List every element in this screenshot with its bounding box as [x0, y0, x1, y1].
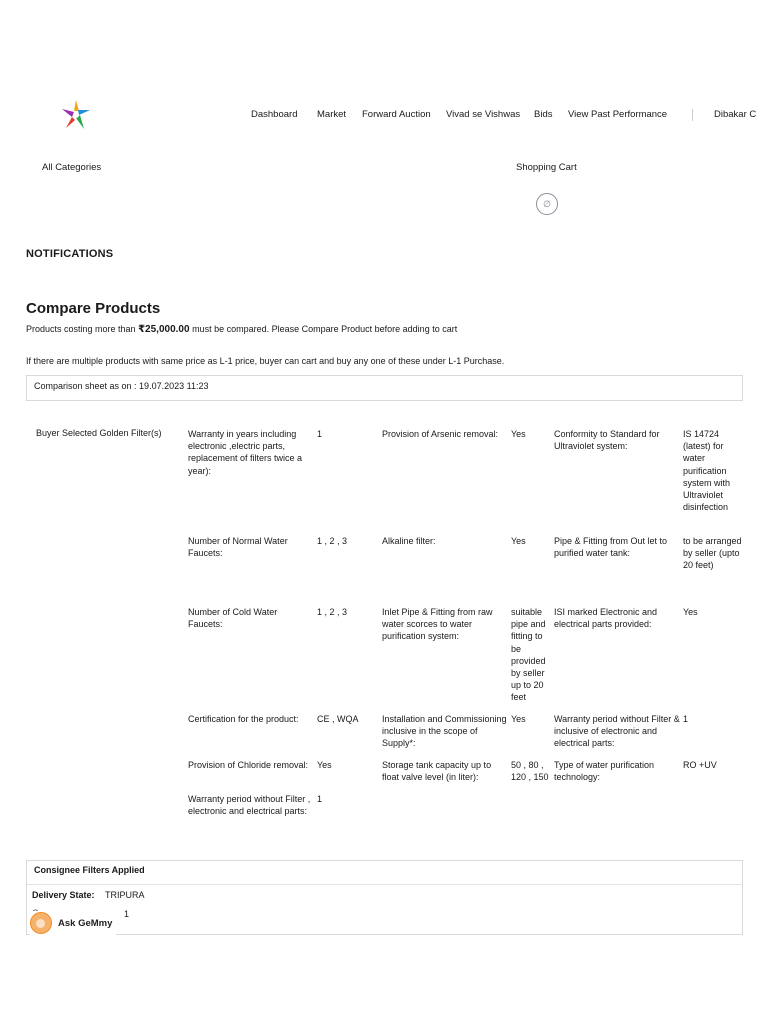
- filter-label: ISI marked Electronic and electrical parts provided:: [554, 607, 658, 630]
- compare-rule-text: [26, 324, 457, 335]
- nav-view-past-performance[interactable]: View Past Performance: [568, 109, 668, 120]
- nav-forward-auction[interactable]: Forward Auction: [362, 109, 431, 120]
- filter-label: Installation and Commissioning inclusive in the scope of Supply*:: [382, 714, 507, 749]
- filter-value: suitable pipe and fitting to be provided by seller up to 20 feet: [511, 607, 546, 703]
- all-categories-menu[interactable]: All Categories: [42, 162, 102, 173]
- delivery-state-label: Delivery State:: [32, 890, 95, 900]
- filter-label: Provision of Chloride removal:: [188, 760, 309, 770]
- rule-amount: 25,000.00: [145, 324, 190, 335]
- consignee-divider: [27, 884, 742, 885]
- filter-value: Yes: [511, 536, 526, 546]
- page-title: Compare Products: [26, 300, 161, 317]
- consignee-filters-heading: Consignee Filters Applied: [34, 865, 145, 875]
- ask-gemmy-label: Ask GeMmy: [58, 917, 113, 929]
- gemmy-avatar-icon: [30, 912, 52, 934]
- filter-value: CE , WQA: [317, 714, 359, 724]
- filter-label: Number of Cold Water Faucets:: [188, 607, 278, 630]
- filter-label: Number of Normal Water Faucets:: [188, 536, 288, 559]
- comparison-sheet-label: Comparison sheet as on : 19.07.2023 11:23: [34, 381, 209, 391]
- filter-label: Warranty period without Filter & inclusive of electronic and electrical parts:: [554, 714, 680, 749]
- ask-gemmy-button[interactable]: [30, 911, 116, 935]
- cart-icon[interactable]: ∅: [536, 193, 558, 215]
- user-menu[interactable]: Dibakar C: [714, 109, 757, 120]
- filter-value: IS 14724 (latest) for water purification system with Ultraviolet disinfection: [683, 429, 731, 513]
- nav-vivad-se-vishwas[interactable]: Vivad se Vishwas: [446, 109, 521, 120]
- filter-value: Yes: [511, 429, 526, 439]
- filter-value: 1: [317, 429, 323, 439]
- filter-value: 1: [683, 714, 689, 724]
- filter-value: 1 , 2 , 3: [317, 536, 348, 546]
- filter-value: to be arranged by seller (upto 20 feet): [683, 536, 742, 571]
- rule-prefix: Products costing more than: [26, 324, 136, 334]
- delivery-state-value: TRIPURA: [105, 890, 145, 900]
- filter-value: 50 , 80 , 120 , 150: [511, 760, 549, 783]
- filter-value: 1 , 2 , 3: [317, 607, 348, 617]
- filter-label: Warranty period without Filter , electronic and electrical parts:: [188, 794, 311, 817]
- filter-label: Inlet Pipe & Fitting from raw water scorces to water purification system:: [382, 607, 493, 642]
- notifications-heading[interactable]: NOTIFICATIONS: [26, 248, 114, 260]
- l1-purchase-note: If there are multiple products with same price as L-1 price, buyer can cart and buy any one of these under L-1 Purchase.: [26, 356, 505, 366]
- rule-suffix: must be compared. Please Compare Product before adding to cart: [192, 324, 458, 334]
- filter-label: Provision of Arsenic removal:: [382, 429, 499, 439]
- filter-label: Conformity to Standard for Ultraviolet system:: [554, 429, 660, 452]
- filter-value: RO +UV: [683, 760, 717, 770]
- filter-label: Pipe & Fitting from Out let to purified water tank:: [554, 536, 668, 559]
- shopping-cart-link[interactable]: Shopping Cart: [516, 162, 577, 173]
- nav-bids[interactable]: Bids: [534, 109, 553, 120]
- rupee-icon: ₹: [138, 324, 146, 335]
- filter-value: Yes: [317, 760, 332, 770]
- consignee-quantity: 1: [124, 909, 130, 919]
- filter-label: Type of water purification technology:: [554, 760, 655, 783]
- filter-value: Yes: [511, 714, 526, 724]
- filter-label: Warranty in years including electronic ,electric parts, replacement of filters twice a year):: [188, 429, 303, 476]
- filter-value: 1: [317, 794, 323, 804]
- golden-filters-heading: Buyer Selected Golden Filter(s): [36, 428, 162, 438]
- gem-logo[interactable]: [60, 98, 92, 132]
- filter-value: Yes: [683, 607, 698, 617]
- filter-label: Certification for the product:: [188, 714, 299, 724]
- nav-divider: [692, 109, 693, 121]
- nav-dashboard[interactable]: Dashboard: [251, 109, 298, 120]
- filter-label: Alkaline filter:: [382, 536, 436, 546]
- nav-market[interactable]: Market: [317, 109, 347, 120]
- filter-label: Storage tank capacity up to float valve level (in liter):: [382, 760, 492, 783]
